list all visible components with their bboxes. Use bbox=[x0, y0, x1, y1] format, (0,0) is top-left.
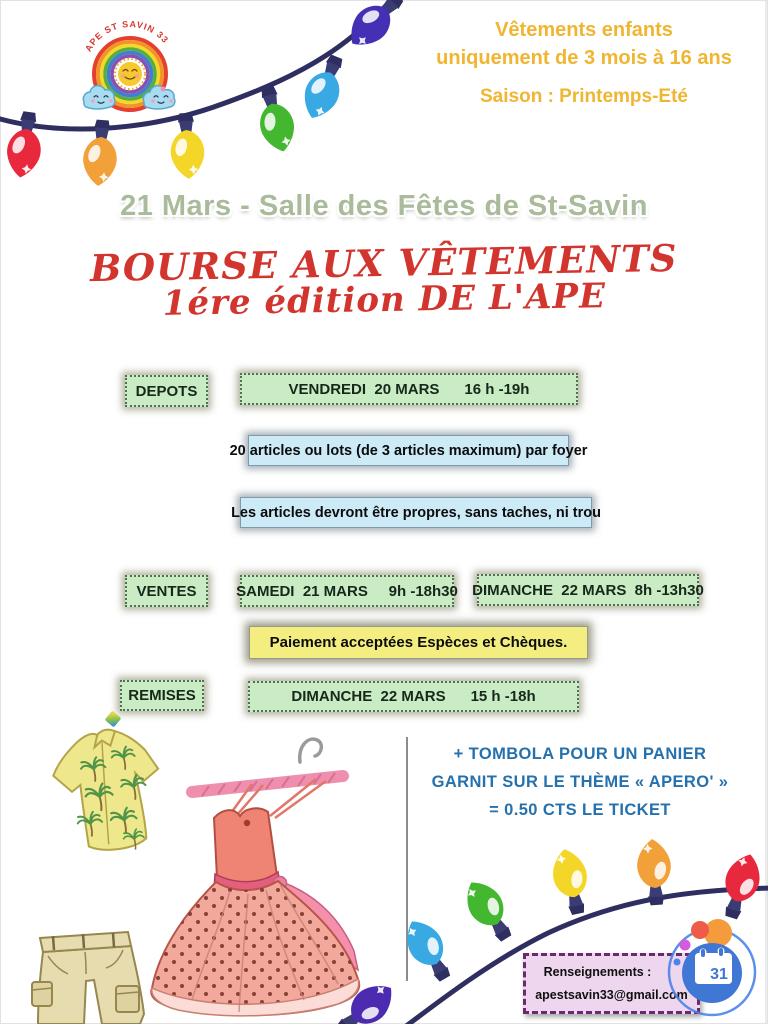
hanger-hook bbox=[300, 739, 322, 762]
rule-box-2: Les articles devront être propres, sans taches, ni trou bbox=[240, 497, 592, 528]
event-title bbox=[0, 237, 768, 324]
contact-email: apestsavin33@gmail.com bbox=[535, 988, 688, 1003]
venue-title: 21 Mars - Salle des Fêtes de St-Savin bbox=[120, 190, 648, 222]
light-bulb-green-bottom bbox=[457, 874, 520, 948]
tombola-line1: + TOMBOLA POUR UN PANIER bbox=[453, 745, 707, 763]
season-line: Saison : Printemps-Eté bbox=[480, 86, 688, 107]
depots-time-box: VENDREDI 20 MARS 16 h -19h bbox=[240, 373, 578, 405]
red-dot bbox=[691, 921, 709, 939]
event-title-line2: 1ére édition DE L'APE bbox=[162, 276, 607, 324]
audience-line1: Vêtements enfants bbox=[495, 19, 673, 41]
cargo-shorts-illustration bbox=[28, 928, 153, 1024]
corner-purple-bulb bbox=[330, 972, 440, 1024]
remises-label: REMISES bbox=[120, 680, 204, 711]
tombola-note bbox=[418, 740, 742, 824]
calendar-day: 31 bbox=[710, 966, 728, 983]
magenta-dot bbox=[680, 940, 691, 951]
remises-time-box: DIMANCHE 22 MARS 15 h -18h bbox=[248, 681, 579, 712]
contact-label: Renseignements : bbox=[543, 964, 652, 979]
light-bulb-purple bbox=[341, 0, 411, 55]
calendar-icon bbox=[655, 905, 768, 1024]
ventes-label: VENTES bbox=[125, 575, 208, 607]
ape-logo bbox=[68, 10, 192, 124]
light-bulb-green bbox=[251, 83, 299, 155]
light-bulb-yellow-bottom bbox=[548, 846, 595, 918]
light-bulb-lightblue bbox=[296, 50, 352, 124]
logo-arc-text: APE ST SAVIN 33 bbox=[83, 19, 171, 54]
tombola-line3: = 0.50 CTS LE TICKET bbox=[489, 801, 671, 819]
tombola-line2: GARNIT SUR LE THÈME « APERO' » bbox=[431, 773, 729, 791]
blue-dot bbox=[674, 959, 681, 966]
ventes-samedi-box: SAMEDI 21 MARS 9h -18h30 bbox=[240, 575, 454, 607]
rule-box-1: 20 articles ou lots (de 3 articles maximum) par foyer bbox=[248, 435, 569, 466]
audience-line2: uniquement de 3 mois à 16 ans bbox=[436, 47, 732, 69]
event-title-line1: BOURSE AUX VÊTEMENTS bbox=[89, 235, 678, 291]
ventes-dimanche-box: DIMANCHE 22 MARS 8h -13h30 bbox=[477, 574, 699, 606]
depots-label: DEPOTS bbox=[125, 375, 208, 407]
payment-box: Paiement acceptées Espèces et Chèques. bbox=[249, 626, 588, 659]
